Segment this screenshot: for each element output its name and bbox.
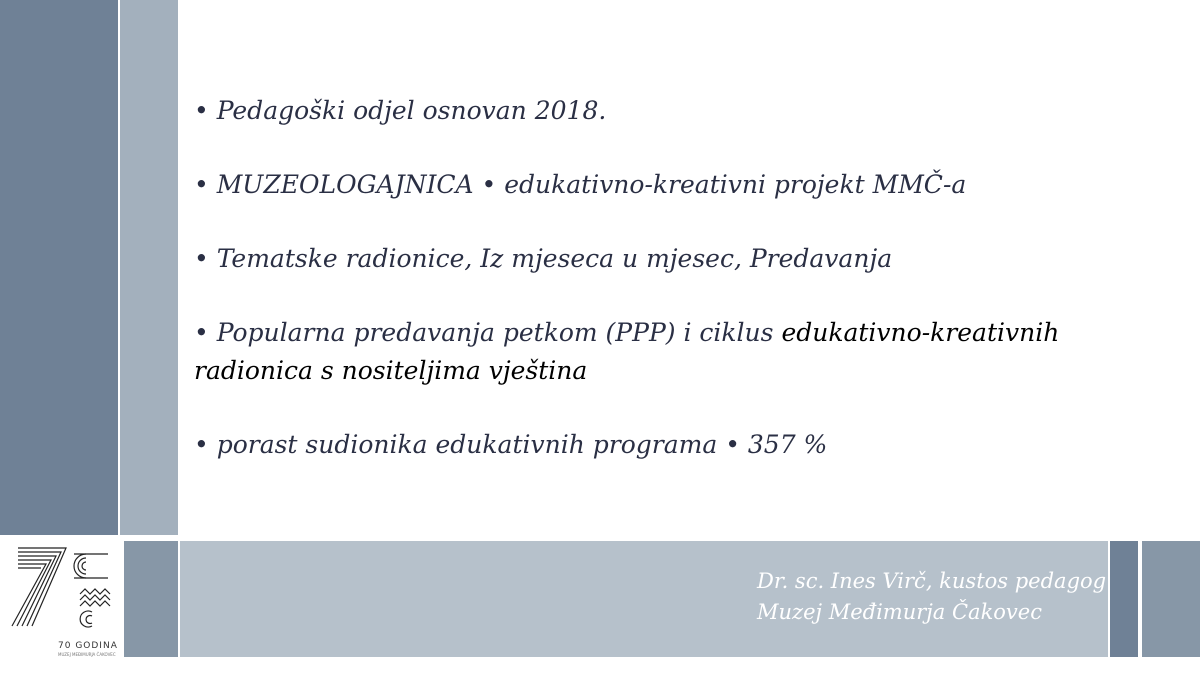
author-info	[757, 566, 1106, 628]
bullet-item	[194, 314, 1184, 390]
logo-subcaption: MUZEJ MEĐIMURJA ČAKOVEC	[58, 652, 116, 657]
bullet-text: • Popularna predavanja petkom (PPP) i ciklus	[194, 318, 782, 347]
logo-caption: 70 GODINA	[58, 641, 118, 651]
bullet-item: • Tematske radionice, Iz mjeseca u mjesec, Predavanja	[194, 244, 893, 273]
author-name: Dr. sc. Ines Virč, kustos pedagog	[757, 569, 1107, 593]
bottom-dark-band	[1110, 541, 1138, 657]
bullet-item: • Pedagoški odjel osnovan 2018.	[194, 96, 607, 125]
left-mid-band	[120, 0, 178, 535]
slide-content	[194, 92, 1184, 500]
bullet-text-highlight: edukativno-kreativnih radionica s nositeljima vještina	[194, 318, 1060, 385]
bullet-item: • MUZEOLOGAJNICA • edukativno-kreativni projekt MMČ-a	[194, 170, 967, 199]
left-dark-band	[0, 0, 118, 535]
bottom-right-band	[1142, 541, 1200, 657]
logo-70-icon	[4, 536, 122, 640]
bullet-item: • porast sudionika edukativnih programa • 357 %	[194, 430, 828, 459]
museum-name: Muzej Međimurja Čakovec	[757, 600, 1042, 624]
bottom-left-band	[124, 541, 178, 657]
anniversary-logo	[4, 536, 122, 660]
